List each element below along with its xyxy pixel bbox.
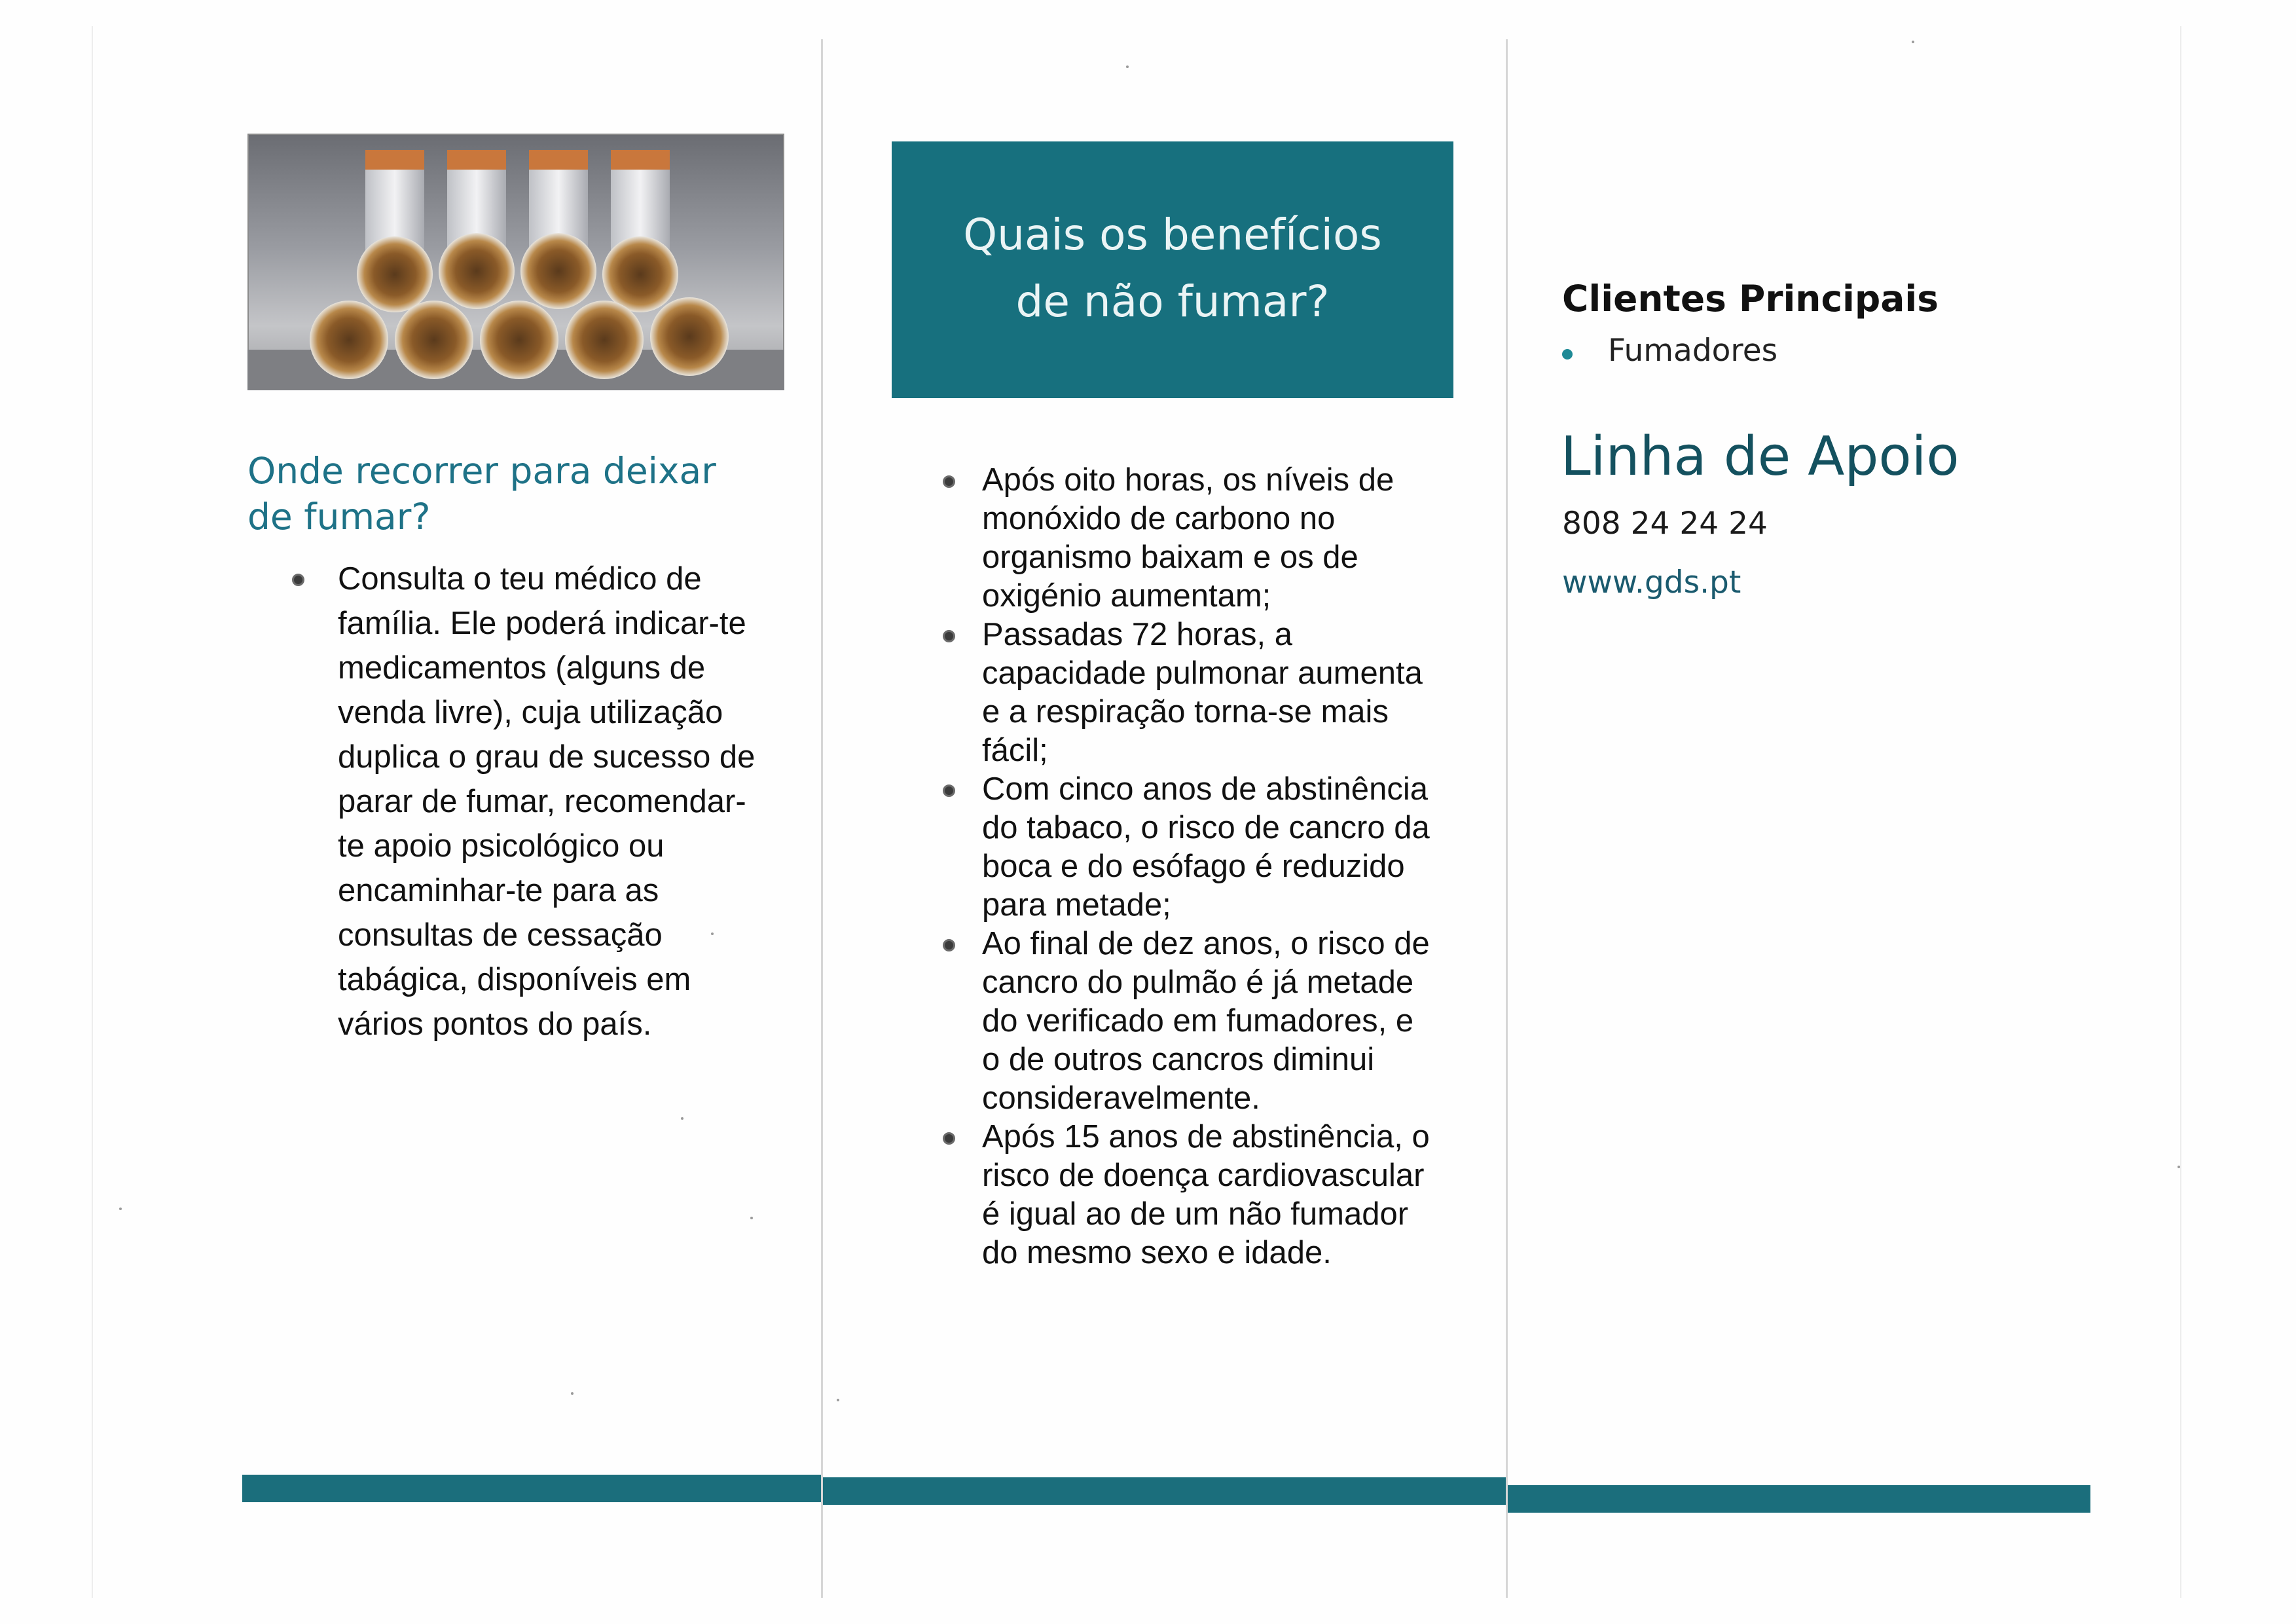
text-line: Consulta o teu médico de: [338, 561, 702, 597]
scan-speck: [837, 1399, 839, 1401]
list-item: [982, 925, 1467, 1118]
scan-speck: [711, 932, 714, 935]
text-line: Com cinco anos de abstinência: [982, 771, 1428, 807]
text-line: Passadas 72 horas, a: [982, 617, 1292, 652]
text-line: consideravelmente.: [982, 1080, 1260, 1116]
fold-line-2: [1506, 39, 1508, 1598]
bullet-icon: [943, 475, 955, 488]
benefits-title-line2: de não fumar?: [1015, 276, 1330, 327]
list-item: [982, 461, 1467, 616]
list-item: [982, 770, 1467, 925]
bullet-icon: [292, 574, 304, 586]
bottom-bar-middle: [823, 1477, 1506, 1505]
scan-speck: [571, 1392, 574, 1395]
scan-speck: [1912, 41, 1914, 43]
bottom-bar-right: [1508, 1485, 2090, 1513]
scan-speck: [1126, 65, 1129, 68]
benefits-title-box: [892, 141, 1453, 398]
page-left-edge: [92, 26, 93, 1598]
text-line: medicamentos (alguns de: [338, 650, 706, 686]
where-to-quit-heading: [247, 448, 797, 540]
text-line: do mesmo sexo e idade.: [982, 1235, 1332, 1270]
list-item: [982, 1118, 1467, 1272]
text-line: família. Ele poderá indicar-te: [338, 606, 746, 641]
website-link[interactable]: www.gds.pt: [1562, 564, 1741, 600]
text-line: do tabaco, o risco de cancro da: [982, 810, 1430, 845]
text-line: organismo baixam e os de: [982, 540, 1358, 575]
text-line: boca e do esófago é reduzido: [982, 849, 1405, 884]
where-to-quit-list: [338, 557, 783, 1046]
clients-title: Clientes Principais: [1562, 278, 1939, 320]
text-line: capacidade pulmonar aumenta: [982, 655, 1423, 691]
bottom-bar-left: [242, 1475, 821, 1502]
support-phone-number: 808 24 24 24: [1562, 506, 1768, 542]
text-line: tabágica, disponíveis em: [338, 962, 691, 997]
benefits-title: [892, 202, 1453, 335]
text-line: Ao final de dez anos, o risco de: [982, 926, 1430, 961]
support-line-title: Linha de Apoio: [1561, 426, 1959, 488]
scan-speck: [750, 1217, 753, 1219]
scan-speck: [119, 1208, 122, 1210]
bullet-icon: [943, 630, 955, 642]
benefits-title-line1: Quais os benefícios: [963, 210, 1382, 260]
text-line: te apoio psicológico ou: [338, 828, 665, 864]
bullet-icon: [943, 1132, 955, 1145]
list-item: [338, 557, 783, 1046]
text-line: cancro do pulmão é já metade: [982, 965, 1414, 1000]
text-line: vários pontos do país.: [338, 1006, 652, 1042]
text-line: fácil;: [982, 733, 1048, 768]
text-line: do verificado em fumadores, e: [982, 1003, 1414, 1039]
benefits-list: [982, 461, 1467, 1272]
text-line: risco de doença cardiovascular: [982, 1158, 1425, 1193]
fold-line-1: [821, 39, 823, 1598]
bullet-icon: [1562, 349, 1573, 360]
list-item: [982, 616, 1467, 770]
text-line: Após oito horas, os níveis de: [982, 462, 1394, 498]
scan-speck: [681, 1117, 683, 1120]
clients-item: Fumadores: [1608, 333, 1778, 369]
text-line: Após 15 anos de abstinência, o: [982, 1119, 1430, 1154]
scan-speck: [2178, 1166, 2180, 1168]
text-line: venda livre), cuja utilização: [338, 695, 723, 730]
text-line: parar de fumar, recomendar-: [338, 784, 746, 819]
text-line: oxigénio aumentam;: [982, 578, 1271, 614]
text-line: duplica o grau de sucesso de: [338, 739, 756, 775]
bullet-icon: [943, 784, 955, 797]
text-line: monóxido de carbono no: [982, 501, 1336, 536]
text-line: encaminhar-te para as: [338, 873, 659, 908]
text-line: para metade;: [982, 887, 1171, 923]
text-line: é igual ao de um não fumador: [982, 1196, 1409, 1232]
text-line: consultas de cessação: [338, 917, 663, 953]
page-right-edge: [2180, 26, 2181, 1598]
cigarettes-photo-icon: [247, 134, 784, 390]
where-to-quit-heading-line1: Onde recorrer para deixar: [247, 450, 716, 492]
where-to-quit-heading-line2: de fumar?: [247, 496, 431, 538]
text-line: o de outros cancros diminui: [982, 1042, 1375, 1077]
text-line: e a respiração torna-se mais: [982, 694, 1389, 729]
cigarettes-photo: [247, 134, 784, 390]
bullet-icon: [943, 939, 955, 951]
